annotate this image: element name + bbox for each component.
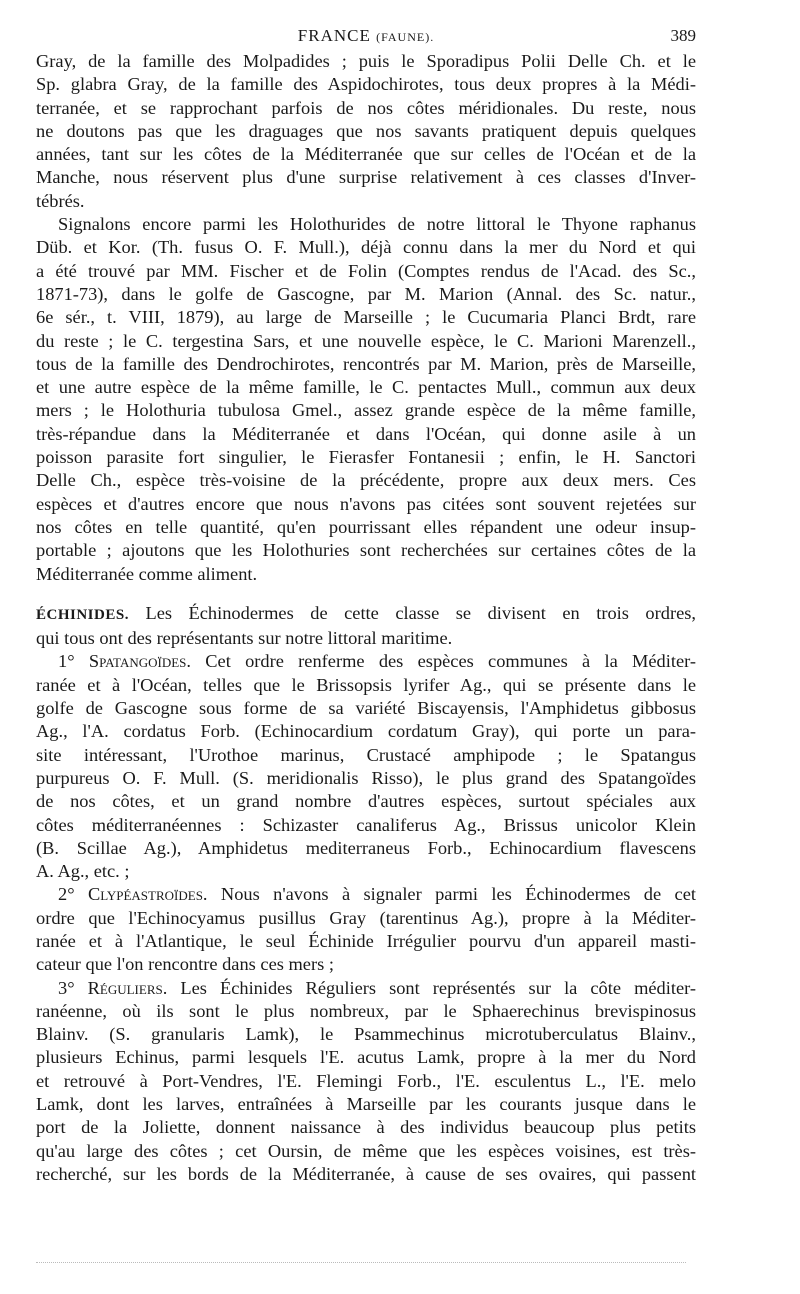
text-line: Les Échinodermes de cette classe se divisent en trois ordres, [128,602,696,623]
text-line: purpureus O. F. Mull. (S. meridionalis Risso), le plus grand des Spatangoïdes [36,767,696,788]
text-line: golfe de Gascogne sous forme de sa variété Biscayensis, l'Amphidetus gibbosus [36,698,696,719]
text-line: ranée et à l'Océan, telles que le Brissopsis lyrifer Ag., qui se présente dans le [36,674,696,695]
text-line: Manche, nous réservent plus d'une surprise relativement à ces classes d'Inver- [36,167,696,188]
text-line: recherché, sur les bords de la Méditerranée, à cause de ses ovaires, qui passent [36,1163,696,1184]
text-line: portable ; ajoutons que les Holothuries sont recherchées sur certaines côtes de la [36,540,696,561]
section-heading: ÉCHINIDES. [36,606,129,623]
text-line: poisson parasite fort singulier, le Fierasfer Fontanesii ; enfin, le H. Sanctori [36,447,696,468]
text-line: mers ; le Holothuria tubulosa Gmel., assez grande espèce de la même famille, [36,400,696,421]
text-line: ordre que l'Echinocyamus pusillus Gray (tarentinus Ag.), propre à la Méditer- [36,907,696,928]
paragraph-clypeastroides [36,883,696,976]
text-line: Sp. glabra Gray, de la famille des Aspidochirotes, tous deux propres à la Médi- [36,74,696,95]
order-number: 3° [58,977,75,998]
text-line: ranéenne, où ils sont le plus nombreux, par le Sphaerechinus brevispinosus [36,1000,696,1021]
text-line: et une autre espèce de la même famille, le C. pentactes Mull., commun aux deux [36,377,696,398]
page-body [36,50,696,1186]
text-line: qu'au large des côtes ; cet Oursin, de même que les espèces voisines, est très- [36,1140,696,1161]
text-line: Düb. et Kor. (Th. fusus O. F. Mull.), déjà connu dans la mer du Nord et qui [36,237,696,258]
text-line: Nous n'avons à signaler parmi les Échinodermes de cet [207,884,696,905]
text-line: Gray, de la famille des Molpadides ; puis le Sporadipus Polii Delle Ch. et le [36,51,696,71]
page [36,0,696,1186]
text-line: tous de la famille des Dendrochirotes, rencontrés par M. Marion, près de Marseille, [36,353,696,374]
header-title: FRANCE [297,26,371,45]
text-line: du reste ; le C. tergestina Sars, et une nouvelle espèce, le C. Marioni Marenzell., [36,330,696,351]
paragraph-echinides [36,602,696,651]
text-line: et retrouvé à Port-Vendres, l'E. Flemingi Forb., l'E. esculentus L., l'E. melo [36,1070,696,1091]
section-gap [36,586,696,602]
page-number: 389 [670,26,696,45]
header-subtitle: (FAUNE). [376,30,435,44]
text-line: 6e sér., t. VIII, 1879), au large de Marseille ; le Cucumaria Planci Brdt, rare [36,307,696,328]
text-line: 1871-73), dans le golfe de Gascogne, par M. Marion (Annal. des Sc. natur., [36,283,696,304]
footer-rule [36,1262,686,1263]
text-line: site intéressant, l'Urothoe marinus, Crustacé amphipode ; le Spatangus [36,744,696,765]
order-number: 2° [58,884,75,905]
text-line: Cet ordre renferme des espèces communes à la Méditer- [191,651,696,672]
text-line: Delle Ch., espèce très-voisine de la précédente, propre aux deux mers. Ces [36,470,696,491]
running-header [36,0,696,50]
text-line: terranée, et se rapprochant parfois de nos côtes méridionales. Du reste, nous [36,97,696,118]
text-line: nos côtes en telle quantité, qu'en pourrissant elles répandent une odeur insup- [36,516,696,537]
order-heading: Spatangoïdes. [88,651,191,672]
text-line: qui tous ont des représentants sur notre littoral maritime. [36,628,453,649]
order-heading: Clypéastroïdes. [87,884,208,905]
text-line: années, tant sur les côtes de la Méditerranée que sur celles de l'Océan et de la [36,144,696,165]
paragraph-molpadides [36,50,696,213]
text-line: A. Ag., etc. ; [36,861,130,882]
text-line: ranée et à l'Atlantique, le seul Échinide Irrégulier pourvu d'un appareil masti- [36,930,696,951]
text-line: Les Échinides Réguliers sont représentés sur la côte méditer- [167,977,697,998]
text-line: plusieurs Echinus, parmi lesquels l'E. acutus Lamk, propre à la mer du Nord [36,1047,696,1068]
text-line: Signalons encore parmi les Holothurides de notre littoral le Thyone raphanus [58,214,696,235]
text-line: très-répandue dans la Méditerranée et dans l'Océan, qui donne asile à un [36,423,696,444]
text-line: ne doutons pas que les draguages que nos savants pratiquent depuis quelques [36,120,696,141]
text-line: Lamk, dont les larves, entraînées à Marseille par les courants jusque dans le [36,1094,696,1115]
text-line: côtes méditerranéennes : Schizaster canaliferus Ag., Brissus unicolor Klein [36,814,696,835]
text-line: (B. Scillae Ag.), Amphidetus mediterraneus Forb., Echinocardium flavescens [36,837,696,858]
text-line: Blainv. (S. granularis Lamk), le Psammechinus microtuberculatus Blainv., [36,1024,696,1045]
text-line: port de la Joliette, donnent naissance à des individus beaucoup plus petits [36,1117,696,1138]
order-number: 1° [58,651,75,672]
paragraph-reguliers [36,977,696,1187]
text-line: cateur que l'on rencontre dans ces mers ; [36,954,334,975]
text-line: a été trouvé par MM. Fischer et de Folin (Comptes rendus de l'Acad. des Sc., [36,260,696,281]
paragraph-spatangoides [36,650,696,883]
text-line: Méditerranée comme aliment. [36,563,258,584]
paragraph-holothurides [36,213,696,586]
text-line: tébrés. [36,190,85,211]
text-line: espèces et d'autres encore que nous n'avons pas citées sont souvent rejetées sur [36,493,696,514]
running-title [36,26,696,46]
order-heading: Réguliers. [87,977,168,998]
text-line: de nos côtes, et un grand nombre d'autres espèces, surtout spéciales aux [36,791,696,812]
text-line: Ag., l'A. cordatus Forb. (Echinocardium cordatum Gray), qui porte un para- [36,721,696,742]
